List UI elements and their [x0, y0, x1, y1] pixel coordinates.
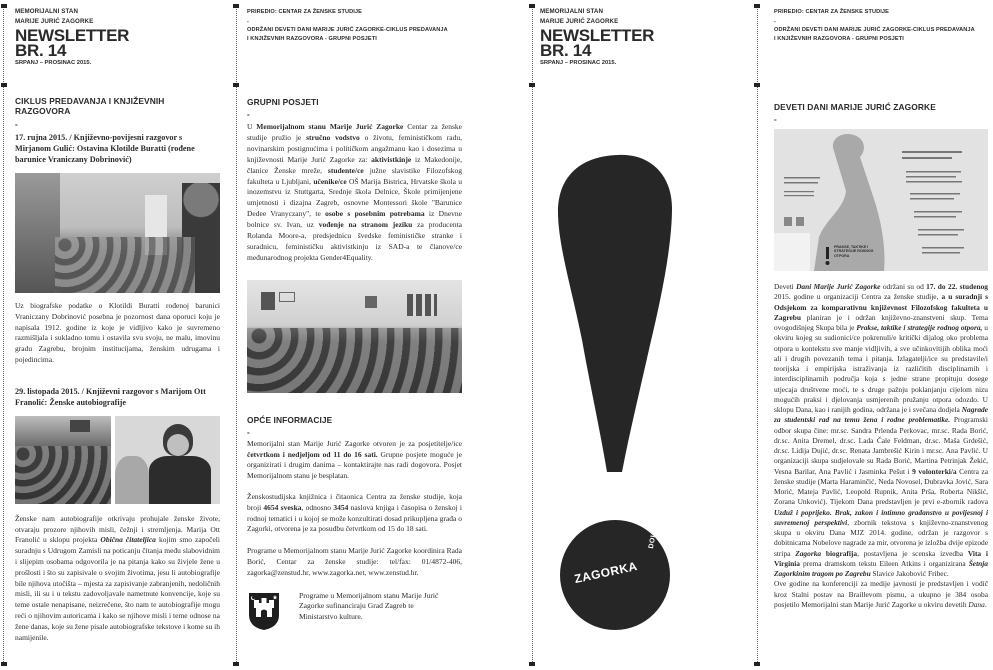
sponsor-text: Programe u Memorijalnom stanu Marije Jurić Zagorke sufinanciraju Grad Zagreb te Ministarstvo kulture. [299, 590, 439, 621]
masthead-line1: MEMORIJALNI STAN [540, 8, 604, 15]
event-2-photo-audience [15, 416, 111, 504]
emphasis-text: Prakse, taktike i strategije rodnog otpora, [856, 323, 983, 332]
editor-line: PRIREDIO: CENTAR ZA ŽENSKE STUDIJE [247, 9, 362, 15]
body-text: o životu, feminističkom radu, novinarskim postignućima i političkom angažmanu kao i dosezima u književnosti Marije Jurić Zagorke za: [247, 132, 462, 164]
fold-mark [529, 662, 535, 666]
panel-3-cover [500, 0, 745, 670]
braille-guide-text [774, 579, 988, 610]
conference-poster [774, 129, 988, 271]
emphasis-text: aktivistkinje [371, 154, 412, 164]
panel-2 [240, 0, 490, 670]
fold-mark [233, 662, 239, 666]
event-2-text-part: Ženske nam autobiografije otkrivaju prohujale ženske živote, otvaraju prozore njihovih misli, čežnji i stremljenja. Marija Ott Franolić u sklopu projekta [15, 513, 220, 545]
library-text [247, 492, 462, 535]
newsletter-title: NEWSLETTER [540, 26, 655, 45]
fold-mark [754, 83, 760, 87]
section-dash: - [247, 110, 250, 119]
fold-guide-left [757, 4, 758, 666]
emphasis-text: Vita i Virginia [774, 548, 988, 568]
body-text: prema dramskom tekstu Eileen Atkins i organizirana [800, 558, 969, 568]
emphasis-text: stručno vodstvo [306, 132, 360, 142]
fold-mark [754, 4, 760, 8]
masthead-cover [540, 6, 654, 68]
body-text: Deveti [774, 282, 797, 291]
section-title-general-info: OPĆE INFORMACIJE [247, 414, 333, 425]
body-text: Ženskostudijska knjižnica i čitaonica Centra za ženske studije, koja broji [247, 491, 462, 512]
section-title-group-visits: GRUPNI POSJETI [247, 97, 319, 107]
section-dash: - [774, 115, 777, 124]
group-visit-photo [247, 280, 462, 393]
contact-text: Programe u Memorijalnom stanu Marije Jurić Zagorke koordinira Rada Borić, Centar za ženske studije: tel/fax: 01/4872-406, zagorka@zenstud.hr, www.zagorka.net, www.zenstud.hr. [247, 546, 462, 577]
fold-mark [529, 83, 535, 87]
contents-line-1: ODRŽANI DEVETI DANI MARIJE JURIĆ ZAGORKE-CIKLUS PREDAVANJA [247, 27, 448, 33]
body-text: U [247, 122, 257, 131]
body-text: 2015. godine u organizaciji Centra za ženske studije, [774, 292, 942, 302]
panel-4 [745, 0, 993, 670]
event-2-text [15, 514, 220, 644]
fold-mark [233, 4, 239, 8]
emphasis-text: 3454 [333, 502, 349, 512]
emphasis-text: 4654 sveska [263, 502, 302, 512]
issue-number: BR. 14 [15, 41, 67, 60]
section-dash: - [15, 120, 18, 129]
section-dash: - [247, 427, 250, 437]
braille-text-part: Ove godine na konferenciji za medije javnosti je predstavljen i vodič kroz Stalni postav na Braillevom pismu, a ukupno je 384 osoba posjetilo Memorijalni stan Marije Jurić Zagorke u okviru devetih [774, 579, 988, 609]
running-head [774, 6, 975, 44]
group-visits-text [247, 122, 462, 264]
emphasis-text: osobe s posebnim potrebama [325, 209, 425, 219]
running-head [247, 6, 448, 44]
fold-mark [1, 4, 7, 8]
zagorka-logo [550, 514, 690, 610]
body-text: Centra za ženske studije (Marta Haraminčić, Neda Novosel, Dubravka Jović, Sara Morić, Mateja Pavlić, Leopold Rupnik, Anita Prša, Roberta Nikšić, Zorana Unković). Tijekom Dana predstavljen je prvi e-zbornik radova [774, 466, 988, 507]
braille-text-part: . [984, 599, 987, 609]
body-text: planiran je i održan književno-znanstveni skup. Tema ovogodišnjeg Skupa bila je [774, 312, 988, 332]
body-text: Programski odbor skupa čine: mr.sc. Sandra Prlenda Perkovac, mr.sc. Rada Borić, dr.sc. Anita Dremel, dr.sc. Lada Čale Feldman, dr.sc. Maša Grdešić, dr.sc. Lidija Dujić, dr.sc. Renata Jambrešić Kirin i mr.sc. Ana Pavlić. U organizaciji skupa sudjelovale su Rada Borić, Martina Petrinjak Žekić, Vesna Barilar, Ana Pavlić i Jasminka Pešut i [774, 415, 988, 476]
issue-period: SRPANJ – PROSINAC 2015. [15, 60, 92, 66]
running-head-dash: - [774, 19, 776, 25]
fold-mark [529, 4, 535, 8]
emphasis-text: Memorijalnom stanu Marije Jurić Zagorke [256, 122, 404, 131]
fold-mark [1, 83, 7, 87]
logo-address: DOLAC 8 [648, 514, 661, 550]
event-2-text-part: kojim smo započeli suradnju s Udrugom Zamisli na poticanju čitanja među slabovidnim i slijepim osobama odgovorila je na pitanja kako su živjele žene u prošlosti i što su zapisivale o svojim životima, jesu li autobiografije bile njihova utočišta – mjesta za zapisivanje zabranjenih, nedoličnih misli, ili su i u tekstu zadovoljavale nametnute konvencije, koje su teme ostale nenapisane, neizrečene, što nam te autobiografije mogu reći o njihovim autoricama i kako se njihove misli i teme odnose na žene danas, koje su žene pisale autobiografske tekstove i kome su ih namijenile. [15, 535, 220, 642]
contents-line-1: ODRŽANI DEVETI DANI MARIJE JURIĆ ZAGORKE-CIKLUS PREDAVANJA [774, 27, 975, 33]
masthead [15, 6, 129, 68]
body-text: Grupne posjete moguće je organizirati i drugim danima – kontaktirajte nas radi dogovora. Posjet Memorijalnom stanu je besplatan. [247, 449, 462, 481]
fold-guide-right [236, 4, 237, 666]
emphasis-text: 9 volonterki/a [912, 466, 957, 476]
body-text: održani su od [880, 282, 927, 291]
masthead-line2: MARIJE JURIĆ ZAGORKE [540, 18, 619, 25]
poster-text: PRAKSE, TAKTIKE I STRATEGIJE RODNOG OTPORA [834, 245, 874, 258]
running-head-dash: - [247, 19, 249, 25]
masthead-line2: MARIJE JURIĆ ZAGORKE [15, 18, 94, 25]
editor-line: PRIREDIO: CENTAR ZA ŽENSKE STUDIJE [774, 9, 889, 15]
event-1-text: Uz biografske podatke o Klotildi Buratti rođenoj barunici Vraniczany Dobrinović posebna je pozornost dana oporuci koju je napisala 1912. godine iz koje je vidljivo kako je suvremeno razmišljala i sukladno tomu i ostavila svu svoju, ne malu, imovinu gradu Zagrebu, brojnim institucijama, ženskim udrugama i pojedincima. [15, 301, 220, 364]
section-title-days: DEVETI DANI MARIJE JURIĆ ZAGORKE [774, 102, 936, 112]
logo-text: ZAGORKA [573, 558, 639, 586]
body-text: OŠ Marija Bistrica, Hrvatske škola u inozemstvu iz Stuttgarta, Srednje škola Delnice, Škole primijenjene umjetnosti i dizajna Zagreb, osnovne Montessori škole "Barunice Dedee Vranyczany", te [247, 176, 463, 219]
issue-period: SRPANJ – PROSINAC 2015. [540, 60, 617, 66]
panel-1 [0, 0, 240, 670]
days-report-text [774, 282, 988, 579]
issue-number: BR. 14 [540, 41, 592, 60]
days-name: Dana [968, 599, 985, 609]
event-2-title: 29. listopada 2015. / Književni razgovor s Marijom Ott Franolić: Ženske autobiografije [15, 386, 206, 407]
project-name: Obična čitateljica [100, 535, 156, 545]
body-text: za producenta Rolanda Moore-a, predsjednicu švedske feminističke stranke i suradnicu, feminističku aktivistkinju iz SAD-a te članove/ce međunarodnog projekta Gender4Equality. [247, 220, 462, 262]
emphasis-text: Dani Marije Jurić Zagorke [796, 282, 881, 291]
emphasis-text: Zagorka [795, 548, 822, 558]
body-text: naslova knjiga i časopisa o ženskoj i rodnoj tematici i u kojoj se može konzultirati dosad prikupljena građa o Zagorki, otvorena je za posudbu četvrtkom od 15 do 18 sati. [247, 502, 462, 534]
opening-hours-text [247, 439, 462, 482]
body-text: , postavljena je scenska izvedba [857, 548, 968, 558]
emphasis-text: učenike/ce [313, 176, 347, 186]
body-text: Centar za ženske studije pružio je [247, 122, 462, 142]
emphasis-text: 17. do 22. studenog [926, 282, 988, 291]
masthead-line1: MEMORIJALNI STAN [15, 8, 79, 15]
body-text: , odnosno [301, 502, 334, 512]
emphasis-text: Šetnja Zagorkinim tragom po Zagrebu [774, 558, 988, 578]
event-1-photo [15, 173, 220, 293]
event-1-title: 17. rujna 2015. / Književno-povijesni razgovor s Mirjanom Gulić: Ostavina Klotilde Buratti (rođene barunice Vraniczany Dobrinović) [15, 133, 195, 164]
fold-mark [233, 83, 239, 87]
section-title-lectures: CIKLUS PREDAVANJA I KNJIŽEVNIH RAZGOVORA [15, 96, 165, 116]
fold-guide-left [3, 4, 4, 666]
fold-mark [754, 662, 760, 666]
event-2-photo-speaker [115, 416, 220, 504]
body-text: , zbornik tekstova s književno-znanstvenog skupa u okviru Dana MJZ 2014. godine, održan je razgovor s dobitnicama Nobelove nagrade za mir, otvorena je izložba dvije epizode stripa [774, 517, 989, 558]
body-text: u okviru kojeg su sudionici/ce pokrenuli/e kritički dijalog oko problema otpora u kontekstu sve manje vidljivih, a sve učinkovitijih oblika moći ali i drugih povezanih tema i pitanja. Izlagatelji/ice su predstavile/i teorijska i empirijska istraživanja iz različitih disciplinarnih i interdisciplinarnih područja koja s jedne strane propituju dosege utjecaja društvene moći, te s druge pažnju poklanjanju cijelom nizu mogućih praksi i djelovanja usmjerenih pružanju otpora odozdo. U sklopu Dana, kao i ranijih godina, održana je i svečana dodjela [774, 323, 988, 414]
fold-mark [1, 662, 7, 666]
body-text: iz Makedonije, članice Ženske mreže, [247, 154, 462, 175]
emphasis-text: vođenje na stranom jeziku [318, 220, 413, 230]
emphasis-text: biografija [821, 548, 858, 558]
body-text: iz Dnevne bolnice sv. Ivan, uz [247, 209, 462, 230]
zagreb-coat-of-arms-icon [247, 591, 287, 633]
newsletter-title: NEWSLETTER [15, 26, 130, 45]
emphasis-text: Nagrade za studentski rad na temu žena i rodne problematike. [774, 405, 988, 425]
body-text: Slavice Jakobović Fribec. [870, 569, 949, 578]
emphasis-text: a u suradnji s Odsjekom za komparativnu književnost Filozofskog fakulteta u Zagrebu [774, 292, 988, 322]
body-text: južne slavistike Filozofskog fakulteta u Ljubljani, [247, 165, 462, 186]
body-text: Memorijalni stan Marije Jurić Zagorke otvoren je za posjetitelje/ice [247, 438, 462, 448]
contents-line-2: I KNJIŽEVNIH RAZGOVORA - GRUPNI POSJETI [774, 36, 904, 42]
emphasis-text: Uzduž i poprijeko. Brak, zakon i intimno građanstvo u povijesnoj i suvremenoj perspektivi [774, 507, 988, 527]
contents-line-2: I KNJIŽEVNIH RAZGOVORA - GRUPNI POSJETI [247, 36, 377, 42]
emphasis-text: četvrtkom i nedjeljom od 11 do 16 sati. [247, 449, 378, 459]
emphasis-text: studente/ce [327, 165, 364, 175]
